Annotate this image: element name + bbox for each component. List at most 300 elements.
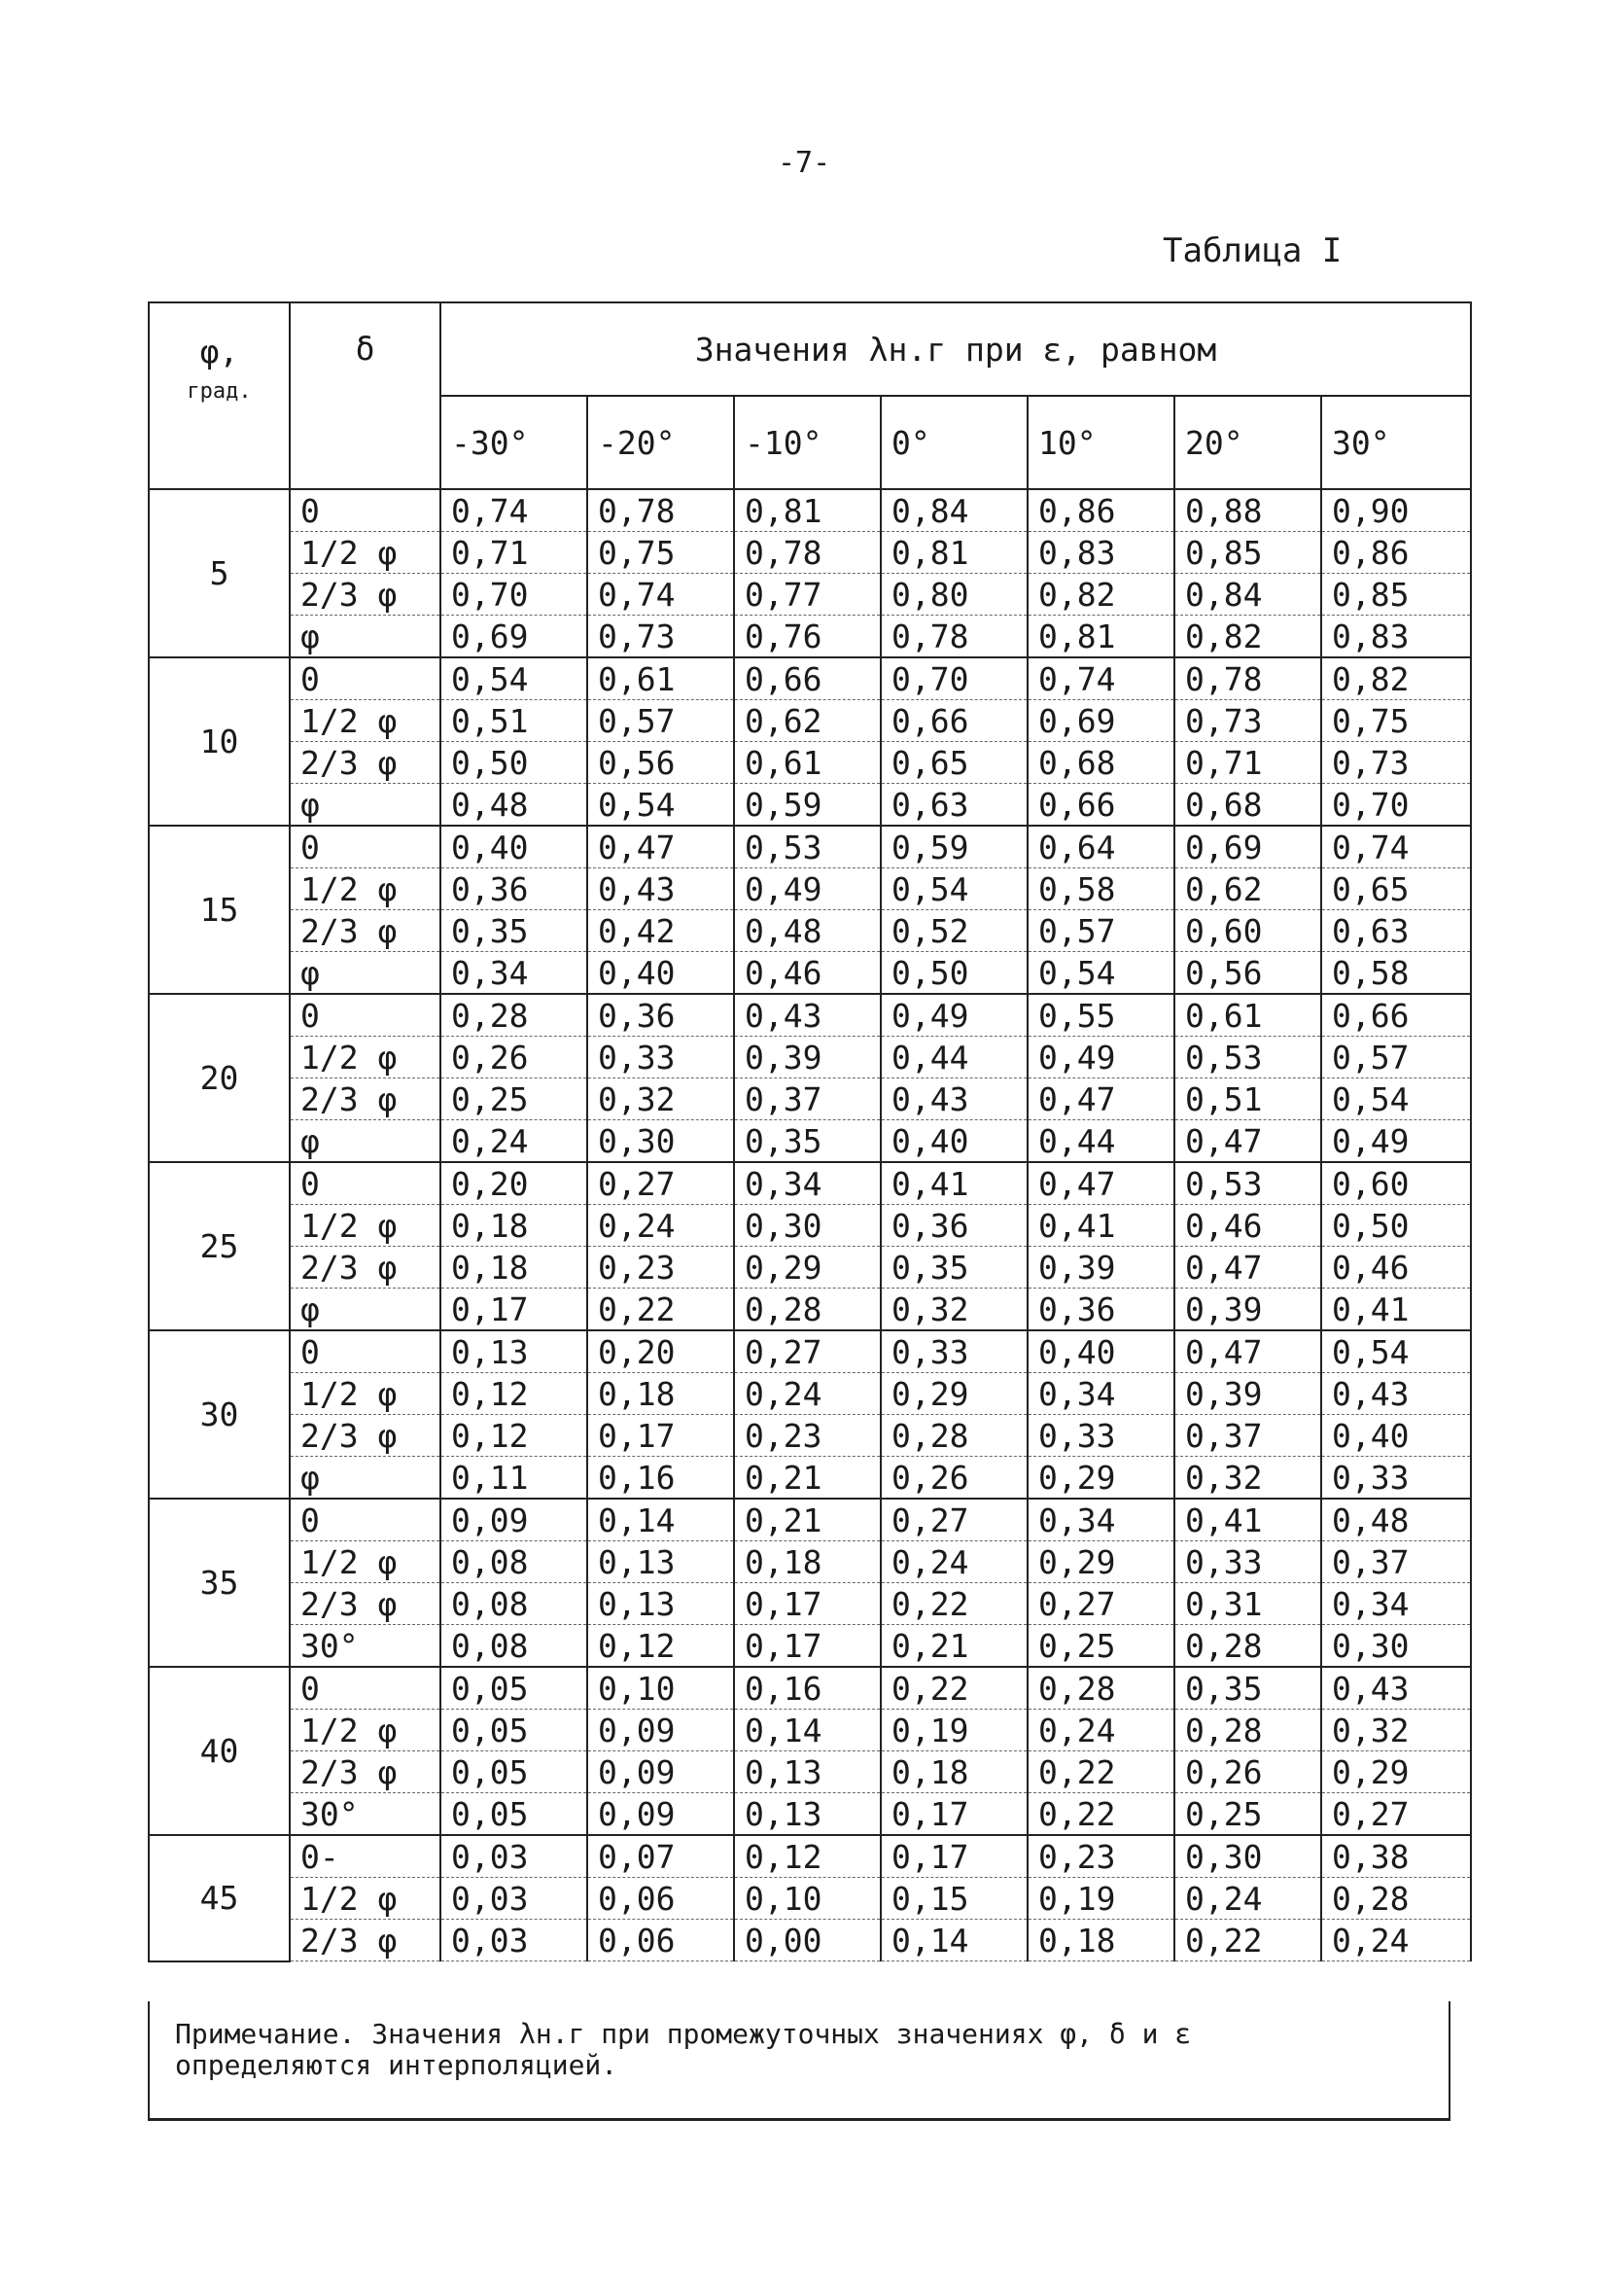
table-cell: 0,05 bbox=[440, 1793, 587, 1836]
table-cell: 0,43 bbox=[1321, 1667, 1471, 1710]
table-cell: 0,21 bbox=[734, 1499, 881, 1541]
table-row bbox=[149, 1541, 1471, 1583]
table-cell: 0,37 bbox=[734, 1078, 881, 1120]
table-cell: 0,65 bbox=[881, 742, 1028, 784]
table-row bbox=[149, 868, 1471, 910]
table-cell: 0,78 bbox=[1174, 657, 1321, 700]
table-cell: 0,40 bbox=[587, 952, 734, 995]
table-cell: 0,54 bbox=[1321, 1078, 1471, 1120]
delta-value-cell: 1/2 φ bbox=[290, 1205, 440, 1247]
table-cell: 0,37 bbox=[1174, 1415, 1321, 1457]
table-cell: 0,36 bbox=[587, 994, 734, 1037]
table-cell: 0,73 bbox=[1174, 700, 1321, 742]
table-cell: 0,34 bbox=[1028, 1373, 1174, 1415]
table-cell: 0,50 bbox=[440, 742, 587, 784]
table-cell: 0,63 bbox=[881, 784, 1028, 827]
table-row bbox=[149, 1205, 1471, 1247]
phi-header bbox=[149, 302, 290, 489]
table-cell: 0,18 bbox=[1028, 1920, 1174, 1961]
table-cell: 0,57 bbox=[1321, 1037, 1471, 1078]
delta-value-cell: 1/2 φ bbox=[290, 1710, 440, 1751]
table-cell: 0,28 bbox=[440, 994, 587, 1037]
table-row bbox=[149, 489, 1471, 532]
delta-value-cell: 1/2 φ bbox=[290, 868, 440, 910]
table-row bbox=[149, 1835, 1471, 1878]
table-cell: 0,75 bbox=[587, 532, 734, 574]
table-cell: 0,35 bbox=[881, 1247, 1028, 1289]
table-cell: 0,61 bbox=[1174, 994, 1321, 1037]
table-cell: 0,57 bbox=[587, 700, 734, 742]
table-cell: 0,39 bbox=[734, 1037, 881, 1078]
table-row bbox=[149, 616, 1471, 658]
table-row bbox=[149, 1037, 1471, 1078]
table-cell: 0,22 bbox=[1174, 1920, 1321, 1961]
phi-value-cell: 25 bbox=[149, 1162, 290, 1330]
table-cell: 0,28 bbox=[734, 1289, 881, 1331]
delta-value-cell: 0- bbox=[290, 1835, 440, 1878]
table-cell: 0,55 bbox=[1028, 994, 1174, 1037]
table-cell: 0,25 bbox=[440, 1078, 587, 1120]
delta-value-cell: 0 bbox=[290, 1667, 440, 1710]
delta-value-cell: φ bbox=[290, 1120, 440, 1163]
table-row bbox=[149, 700, 1471, 742]
table-cell: 0,35 bbox=[734, 1120, 881, 1163]
table-cell: 0,47 bbox=[1174, 1330, 1321, 1373]
table-cell: 0,36 bbox=[440, 868, 587, 910]
table-cell: 0,86 bbox=[1321, 532, 1471, 574]
table-cell: 0,83 bbox=[1321, 616, 1471, 658]
table-cell: 0,32 bbox=[1321, 1710, 1471, 1751]
table-cell: 0,43 bbox=[587, 868, 734, 910]
table-row bbox=[149, 574, 1471, 616]
table-cell: 0,70 bbox=[1321, 784, 1471, 827]
table-row bbox=[149, 1793, 1471, 1836]
phi-value-cell: 5 bbox=[149, 489, 290, 657]
table-cell: 0,86 bbox=[1028, 489, 1174, 532]
table-cell: 0,42 bbox=[587, 910, 734, 952]
table-cell: 0,34 bbox=[734, 1162, 881, 1205]
table-cell: 0,05 bbox=[440, 1751, 587, 1793]
table-cell: 0,58 bbox=[1028, 868, 1174, 910]
table-cell: 0,08 bbox=[440, 1583, 587, 1625]
delta-value-cell: 2/3 φ bbox=[290, 1920, 440, 1961]
phi-value-cell: 20 bbox=[149, 994, 290, 1162]
table-cell: 0,28 bbox=[881, 1415, 1028, 1457]
table-cell: 0,07 bbox=[587, 1835, 734, 1878]
table-cell: 0,82 bbox=[1321, 657, 1471, 700]
delta-value-cell: 0 bbox=[290, 1162, 440, 1205]
table-cell: 0,18 bbox=[440, 1205, 587, 1247]
table-cell: 0,56 bbox=[1174, 952, 1321, 995]
table-cell: 0,52 bbox=[881, 910, 1028, 952]
table-cell: 0,76 bbox=[734, 616, 881, 658]
table-cell: 0,16 bbox=[587, 1457, 734, 1500]
table-row bbox=[149, 1667, 1471, 1710]
delta-value-cell: 2/3 φ bbox=[290, 574, 440, 616]
table-cell: 0,26 bbox=[440, 1037, 587, 1078]
table-cell: 0,63 bbox=[1321, 910, 1471, 952]
table-cell: 0,57 bbox=[1028, 910, 1174, 952]
table-cell: 0,03 bbox=[440, 1835, 587, 1878]
table-cell: 0,11 bbox=[440, 1457, 587, 1500]
table-row bbox=[149, 1162, 1471, 1205]
table-cell: 0,09 bbox=[587, 1793, 734, 1836]
eps-header: -10° bbox=[734, 396, 881, 489]
table-row bbox=[149, 826, 1471, 868]
delta-value-cell: 2/3 φ bbox=[290, 1751, 440, 1793]
table-cell: 0,17 bbox=[587, 1415, 734, 1457]
table-cell: 0,29 bbox=[1028, 1541, 1174, 1583]
table-cell: 0,31 bbox=[1174, 1583, 1321, 1625]
table-cell: 0,39 bbox=[1174, 1373, 1321, 1415]
table-cell: 0,17 bbox=[734, 1625, 881, 1668]
table-cell: 0,54 bbox=[1321, 1330, 1471, 1373]
table-cell: 0,54 bbox=[1028, 952, 1174, 995]
table-cell: 0,16 bbox=[734, 1667, 881, 1710]
table-cell: 0,88 bbox=[1174, 489, 1321, 532]
table-cell: 0,47 bbox=[1028, 1162, 1174, 1205]
table-cell: 0,29 bbox=[881, 1373, 1028, 1415]
table-cell: 0,19 bbox=[881, 1710, 1028, 1751]
table-cell: 0,08 bbox=[440, 1625, 587, 1668]
table-row bbox=[149, 532, 1471, 574]
table-cell: 0,44 bbox=[881, 1037, 1028, 1078]
table-cell: 0,28 bbox=[1028, 1667, 1174, 1710]
table-row bbox=[149, 1878, 1471, 1920]
table-cell: 0,85 bbox=[1321, 574, 1471, 616]
table-cell: 0,22 bbox=[587, 1289, 734, 1331]
table-cell: 0,70 bbox=[881, 657, 1028, 700]
table-cell: 0,17 bbox=[440, 1289, 587, 1331]
table-cell: 0,22 bbox=[1028, 1793, 1174, 1836]
delta-value-cell: φ bbox=[290, 616, 440, 658]
table-cell: 0,33 bbox=[881, 1330, 1028, 1373]
table-cell: 0,53 bbox=[734, 826, 881, 868]
table-cell: 0,14 bbox=[734, 1710, 881, 1751]
delta-value-cell: 1/2 φ bbox=[290, 1373, 440, 1415]
table-cell: 0,84 bbox=[1174, 574, 1321, 616]
delta-value-cell: 1/2 φ bbox=[290, 1878, 440, 1920]
delta-value-cell: 0 bbox=[290, 994, 440, 1037]
table-cell: 0,18 bbox=[440, 1247, 587, 1289]
eps-header: 10° bbox=[1028, 396, 1174, 489]
table-cell: 0,54 bbox=[881, 868, 1028, 910]
table-cell: 0,09 bbox=[587, 1751, 734, 1793]
table-cell: 0,69 bbox=[1028, 700, 1174, 742]
table-cell: 0,29 bbox=[1028, 1457, 1174, 1500]
table-cell: 0,82 bbox=[1174, 616, 1321, 658]
table-cell: 0,66 bbox=[1028, 784, 1174, 827]
eps-header: 30° bbox=[1321, 396, 1471, 489]
table-cell: 0,43 bbox=[881, 1078, 1028, 1120]
table-cell: 0,41 bbox=[1028, 1205, 1174, 1247]
table-cell: 0,33 bbox=[1174, 1541, 1321, 1583]
table-cell: 0,34 bbox=[1028, 1499, 1174, 1541]
table-cell: 0,40 bbox=[1028, 1330, 1174, 1373]
delta-value-cell: 1/2 φ bbox=[290, 700, 440, 742]
table-cell: 0,18 bbox=[734, 1541, 881, 1583]
table-cell: 0,09 bbox=[440, 1499, 587, 1541]
table-cell: 0,47 bbox=[1174, 1247, 1321, 1289]
table-cell: 0,18 bbox=[881, 1751, 1028, 1793]
table-cell: 0,12 bbox=[440, 1415, 587, 1457]
table-cell: 0,40 bbox=[1321, 1415, 1471, 1457]
table-cell: 0,65 bbox=[1321, 868, 1471, 910]
table-cell: 0,03 bbox=[440, 1878, 587, 1920]
table-cell: 0,26 bbox=[881, 1457, 1028, 1500]
phi-header-unit: град. bbox=[187, 378, 252, 404]
table-cell: 0,80 bbox=[881, 574, 1028, 616]
table-row bbox=[149, 1078, 1471, 1120]
delta-value-cell: 30° bbox=[290, 1625, 440, 1668]
table-cell: 0,12 bbox=[734, 1835, 881, 1878]
table-cell: 0,62 bbox=[1174, 868, 1321, 910]
table-cell: 0,69 bbox=[440, 616, 587, 658]
table-cell: 0,08 bbox=[440, 1541, 587, 1583]
table-cell: 0,24 bbox=[1321, 1920, 1471, 1961]
table-cell: 0,71 bbox=[1174, 742, 1321, 784]
table-cell: 0,47 bbox=[1028, 1078, 1174, 1120]
table-cell: 0,46 bbox=[734, 952, 881, 995]
table-cell: 0,41 bbox=[1174, 1499, 1321, 1541]
table-cell: 0,70 bbox=[440, 574, 587, 616]
table-cell: 0,39 bbox=[1028, 1247, 1174, 1289]
table-cell: 0,15 bbox=[881, 1878, 1028, 1920]
note-line-1: Примечание. Значения λн.г при промежуточных значениях φ, δ и ε bbox=[175, 2018, 1192, 2050]
table-cell: 0,00 bbox=[734, 1920, 881, 1961]
table-cell: 0,28 bbox=[1174, 1710, 1321, 1751]
eps-header: 20° bbox=[1174, 396, 1321, 489]
table-row bbox=[149, 1457, 1471, 1500]
table-row bbox=[149, 784, 1471, 827]
table-cell: 0,13 bbox=[734, 1751, 881, 1793]
table-row bbox=[149, 952, 1471, 995]
table-cell: 0,17 bbox=[881, 1835, 1028, 1878]
table-cell: 0,24 bbox=[881, 1541, 1028, 1583]
delta-header: δ bbox=[290, 302, 440, 489]
table-cell: 0,33 bbox=[587, 1037, 734, 1078]
table-cell: 0,59 bbox=[881, 826, 1028, 868]
table-cell: 0,22 bbox=[1028, 1751, 1174, 1793]
table-cell: 0,03 bbox=[440, 1920, 587, 1961]
table-cell: 0,33 bbox=[1028, 1415, 1174, 1457]
table-label: Таблица I bbox=[1163, 231, 1343, 270]
table-cell: 0,30 bbox=[1321, 1625, 1471, 1668]
phi-value-cell: 45 bbox=[149, 1835, 290, 1961]
table-cell: 0,74 bbox=[1028, 657, 1174, 700]
eps-header: 0° bbox=[881, 396, 1028, 489]
table-cell: 0,12 bbox=[440, 1373, 587, 1415]
table-cell: 0,58 bbox=[1321, 952, 1471, 995]
table-cell: 0,22 bbox=[881, 1583, 1028, 1625]
delta-value-cell: φ bbox=[290, 1289, 440, 1331]
delta-value-cell: 2/3 φ bbox=[290, 1415, 440, 1457]
table-cell: 0,60 bbox=[1321, 1162, 1471, 1205]
table-cell: 0,34 bbox=[440, 952, 587, 995]
page-number: -7- bbox=[778, 146, 831, 180]
table-cell: 0,59 bbox=[734, 784, 881, 827]
delta-value-cell: 2/3 φ bbox=[290, 1583, 440, 1625]
table-cell: 0,54 bbox=[440, 657, 587, 700]
table-cell: 0,35 bbox=[440, 910, 587, 952]
table-cell: 0,30 bbox=[734, 1205, 881, 1247]
table-cell: 0,62 bbox=[734, 700, 881, 742]
table-cell: 0,24 bbox=[734, 1373, 881, 1415]
delta-value-cell: 2/3 φ bbox=[290, 1078, 440, 1120]
table-cell: 0,54 bbox=[587, 784, 734, 827]
table-row bbox=[149, 1247, 1471, 1289]
table-row bbox=[149, 1710, 1471, 1751]
table-cell: 0,73 bbox=[587, 616, 734, 658]
table-cell: 0,82 bbox=[1028, 574, 1174, 616]
table-row bbox=[149, 1920, 1471, 1961]
table-row bbox=[149, 657, 1471, 700]
table-cell: 0,49 bbox=[1321, 1120, 1471, 1163]
table-cell: 0,74 bbox=[587, 574, 734, 616]
table-cell: 0,81 bbox=[1028, 616, 1174, 658]
table-cell: 0,22 bbox=[881, 1667, 1028, 1710]
table-cell: 0,81 bbox=[881, 532, 1028, 574]
table-cell: 0,50 bbox=[881, 952, 1028, 995]
table-cell: 0,78 bbox=[881, 616, 1028, 658]
table-cell: 0,13 bbox=[734, 1793, 881, 1836]
delta-value-cell: 30° bbox=[290, 1793, 440, 1836]
table-cell: 0,21 bbox=[881, 1625, 1028, 1668]
table-cell: 0,41 bbox=[1321, 1289, 1471, 1331]
table-row bbox=[149, 1583, 1471, 1625]
table-cell: 0,19 bbox=[1028, 1878, 1174, 1920]
table-cell: 0,33 bbox=[1321, 1457, 1471, 1500]
table-cell: 0,66 bbox=[1321, 994, 1471, 1037]
phi-value-cell: 35 bbox=[149, 1499, 290, 1667]
delta-value-cell: 0 bbox=[290, 1499, 440, 1541]
table-cell: 0,74 bbox=[1321, 826, 1471, 868]
table-cell: 0,66 bbox=[734, 657, 881, 700]
table-cell: 0,38 bbox=[1321, 1835, 1471, 1878]
table-note bbox=[148, 2001, 1450, 2121]
table-cell: 0,51 bbox=[440, 700, 587, 742]
table-cell: 0,73 bbox=[1321, 742, 1471, 784]
table-cell: 0,29 bbox=[734, 1247, 881, 1289]
table-cell: 0,30 bbox=[1174, 1835, 1321, 1878]
table-cell: 0,90 bbox=[1321, 489, 1471, 532]
table-cell: 0,71 bbox=[440, 532, 587, 574]
table-cell: 0,51 bbox=[1174, 1078, 1321, 1120]
table-cell: 0,12 bbox=[587, 1625, 734, 1668]
table-cell: 0,60 bbox=[1174, 910, 1321, 952]
table-cell: 0,74 bbox=[440, 489, 587, 532]
table-cell: 0,18 bbox=[587, 1373, 734, 1415]
table-cell: 0,36 bbox=[881, 1205, 1028, 1247]
table-cell: 0,30 bbox=[587, 1120, 734, 1163]
table-cell: 0,47 bbox=[587, 826, 734, 868]
eps-header: -30° bbox=[440, 396, 587, 489]
table-cell: 0,48 bbox=[1321, 1499, 1471, 1541]
table-cell: 0,39 bbox=[1174, 1289, 1321, 1331]
table-cell: 0,49 bbox=[734, 868, 881, 910]
phi-value-cell: 40 bbox=[149, 1667, 290, 1835]
data-table bbox=[148, 301, 1472, 1962]
table-cell: 0,64 bbox=[1028, 826, 1174, 868]
table-cell: 0,37 bbox=[1321, 1541, 1471, 1583]
table-cell: 0,32 bbox=[587, 1078, 734, 1120]
delta-value-cell: 0 bbox=[290, 1330, 440, 1373]
table-cell: 0,06 bbox=[587, 1920, 734, 1961]
table-cell: 0,28 bbox=[1321, 1878, 1471, 1920]
table-cell: 0,56 bbox=[587, 742, 734, 784]
table-cell: 0,40 bbox=[881, 1120, 1028, 1163]
table-cell: 0,32 bbox=[1174, 1457, 1321, 1500]
table-cell: 0,23 bbox=[734, 1415, 881, 1457]
table-cell: 0,35 bbox=[1174, 1667, 1321, 1710]
table-cell: 0,14 bbox=[587, 1499, 734, 1541]
table-cell: 0,20 bbox=[440, 1162, 587, 1205]
table-row bbox=[149, 1120, 1471, 1163]
table-cell: 0,68 bbox=[1028, 742, 1174, 784]
table-cell: 0,75 bbox=[1321, 700, 1471, 742]
table-cell: 0,83 bbox=[1028, 532, 1174, 574]
table-cell: 0,13 bbox=[440, 1330, 587, 1373]
table-cell: 0,41 bbox=[881, 1162, 1028, 1205]
table-cell: 0,23 bbox=[1028, 1835, 1174, 1878]
table-cell: 0,24 bbox=[1028, 1710, 1174, 1751]
table-cell: 0,27 bbox=[1321, 1793, 1471, 1836]
table-cell: 0,27 bbox=[734, 1330, 881, 1373]
delta-value-cell: φ bbox=[290, 952, 440, 995]
table-cell: 0,46 bbox=[1321, 1247, 1471, 1289]
table-row bbox=[149, 1289, 1471, 1331]
delta-value-cell: 2/3 φ bbox=[290, 910, 440, 952]
table-cell: 0,48 bbox=[734, 910, 881, 952]
table-cell: 0,21 bbox=[734, 1457, 881, 1500]
table-cell: 0,25 bbox=[1174, 1793, 1321, 1836]
table-cell: 0,68 bbox=[1174, 784, 1321, 827]
table-cell: 0,50 bbox=[1321, 1205, 1471, 1247]
table-cell: 0,20 bbox=[587, 1330, 734, 1373]
table-cell: 0,46 bbox=[1174, 1205, 1321, 1247]
table-cell: 0,23 bbox=[587, 1247, 734, 1289]
table-row bbox=[149, 1373, 1471, 1415]
note-line-2: определяются интерполяцией. bbox=[175, 2049, 618, 2082]
table-cell: 0,13 bbox=[587, 1541, 734, 1583]
delta-value-cell: φ bbox=[290, 784, 440, 827]
table-cell: 0,27 bbox=[881, 1499, 1028, 1541]
table-cell: 0,24 bbox=[440, 1120, 587, 1163]
table-cell: 0,43 bbox=[734, 994, 881, 1037]
delta-value-cell: 0 bbox=[290, 657, 440, 700]
table-cell: 0,40 bbox=[440, 826, 587, 868]
table-cell: 0,28 bbox=[1174, 1625, 1321, 1668]
table-cell: 0,17 bbox=[734, 1583, 881, 1625]
phi-value-cell: 30 bbox=[149, 1330, 290, 1499]
table-cell: 0,26 bbox=[1174, 1751, 1321, 1793]
table-cell: 0,36 bbox=[1028, 1289, 1174, 1331]
delta-value-cell: 2/3 φ bbox=[290, 742, 440, 784]
table-cell: 0,13 bbox=[587, 1583, 734, 1625]
eps-header: -20° bbox=[587, 396, 734, 489]
table-row bbox=[149, 1415, 1471, 1457]
table-cell: 0,25 bbox=[1028, 1625, 1174, 1668]
table-row bbox=[149, 910, 1471, 952]
table-row bbox=[149, 994, 1471, 1037]
table-cell: 0,78 bbox=[587, 489, 734, 532]
table-row bbox=[149, 1499, 1471, 1541]
table-cell: 0,34 bbox=[1321, 1583, 1471, 1625]
table-cell: 0,49 bbox=[881, 994, 1028, 1037]
table-cell: 0,27 bbox=[587, 1162, 734, 1205]
table-cell: 0,27 bbox=[1028, 1583, 1174, 1625]
table-cell: 0,24 bbox=[1174, 1878, 1321, 1920]
